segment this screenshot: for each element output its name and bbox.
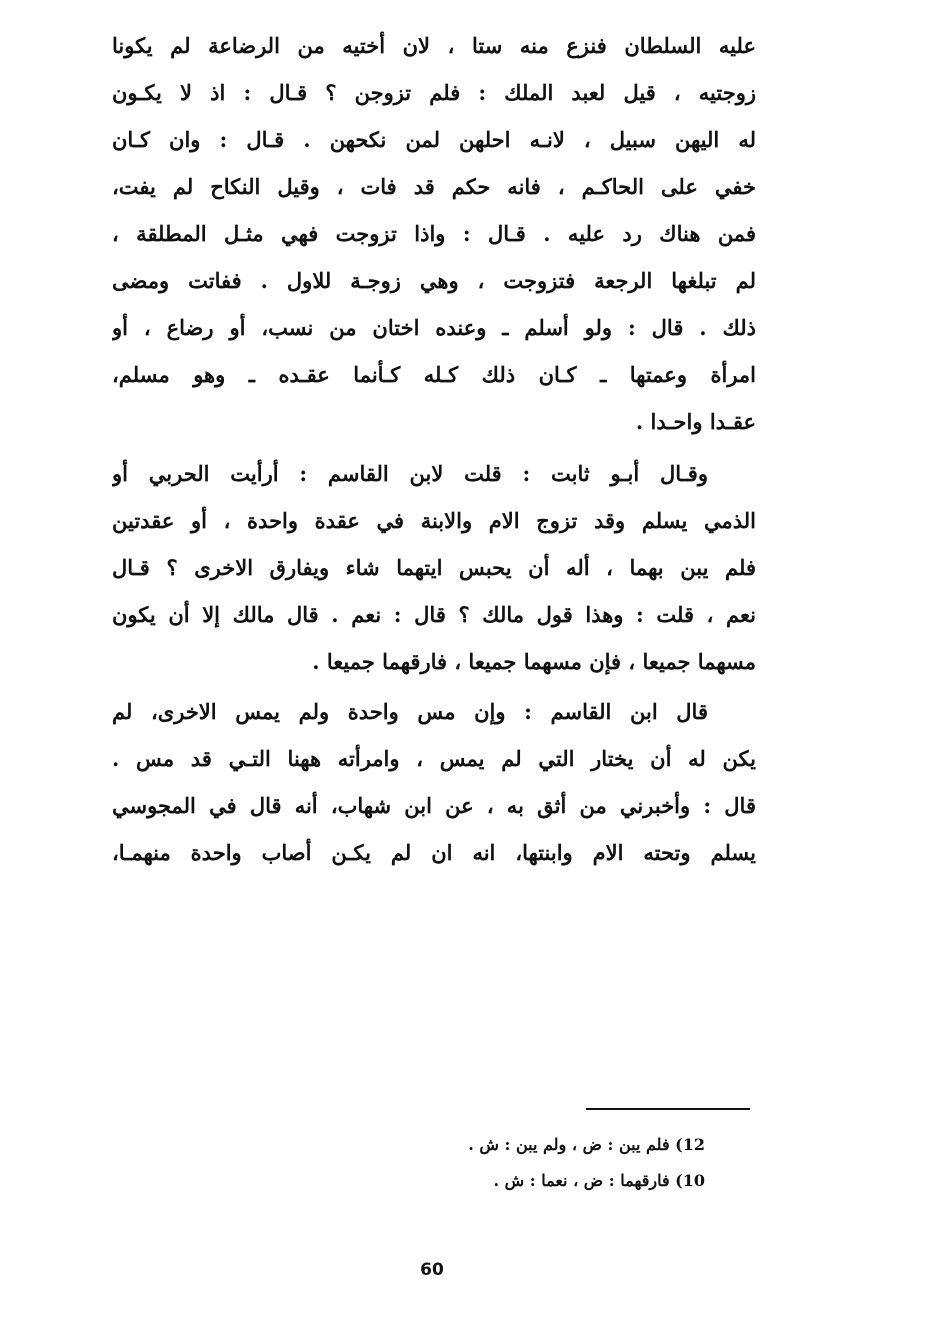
- text-line: يسلم وتحته الام وابنتها، انه ان لم يكـن أصاب واحدة منهمـا،: [112, 840, 756, 865]
- text-line: قال : وأخبرني من أثق به ، عن ابن شهاب، أنه قال في المجوسي: [112, 793, 756, 818]
- text-line: لم تبلغها الرجعة فتزوجت ، وهي زوجـة للاول . ففاتت ومضى: [112, 268, 756, 293]
- text-line: فلم يبن بهما ، أله أن يحبس ايتهما شاء ويفارق الاخرى ؟ قـال: [112, 555, 756, 580]
- text-line: فمن هناك رد عليه . قـال : واذا تزوجت فهي مثـل المطلقة ،: [112, 221, 756, 246]
- footnotes: [380, 1127, 705, 1199]
- text-line: وقـال أبـو ثابت : قلت لابن القاسم : أرأيت الحربي أو: [112, 461, 708, 486]
- text-line: الذمي يسلم وقد تزوج الام والابنة في عقدة واحدة ، أو عقدتين: [112, 508, 756, 533]
- text-line: قال ابن القاسم : وإن مس واحدة ولم يمس الاخرى، لم: [112, 699, 708, 724]
- text-line: له اليهن سبيل ، لانـه احلهن لمن نكحهن . قـال : وان كـان: [112, 127, 756, 152]
- text-line: امرأة وعمتها ـ كـان ذلك كـله كـأنما عقـده ـ وهو مسلم،: [112, 362, 756, 387]
- text-line: نعم ، قلت : وهذا قول مالك ؟ قال : نعم . قال مالك إلا أن يكون: [112, 602, 756, 627]
- text-line: خفي على الحاكـم ، فانه حكم قد فات ، وقيل النكاح لم يفت،: [112, 174, 756, 199]
- paragraph-1: [112, 22, 756, 445]
- text-line: زوجتيه ، قيل لعبد الملك : فلم تزوجن ؟ قـال : اذ لا يكـون: [112, 80, 756, 105]
- paragraph-3: [112, 688, 756, 876]
- text-line: يكن له أن يختار التي لم يمس ، وامرأته ههنا التـي قد مس .: [112, 746, 756, 771]
- footnote-item: 10) فارقهما : ض ، نعما : ش .: [493, 1171, 705, 1190]
- footnote-divider: [586, 1108, 750, 1110]
- text-line: ذلك . قال : ولو أسلم ـ وعنده اختان من نسب، أو رضاع ، أو: [112, 315, 756, 340]
- footnote-item: 12) فلم يبن : ض ، ولم يبن : ش .: [468, 1135, 705, 1154]
- text-line: عقـدا واحـدا .: [635, 409, 756, 434]
- text-line: مسهما جميعا ، فإن مسهما جميعا ، فارقهما جميعا .: [312, 649, 756, 674]
- page-number: 60: [420, 1260, 444, 1280]
- text-line: عليه السلطان فنزع منه ستا ، لان أختيه من الرضاعة لم يكونا: [112, 33, 756, 58]
- paragraph-2: [112, 450, 756, 685]
